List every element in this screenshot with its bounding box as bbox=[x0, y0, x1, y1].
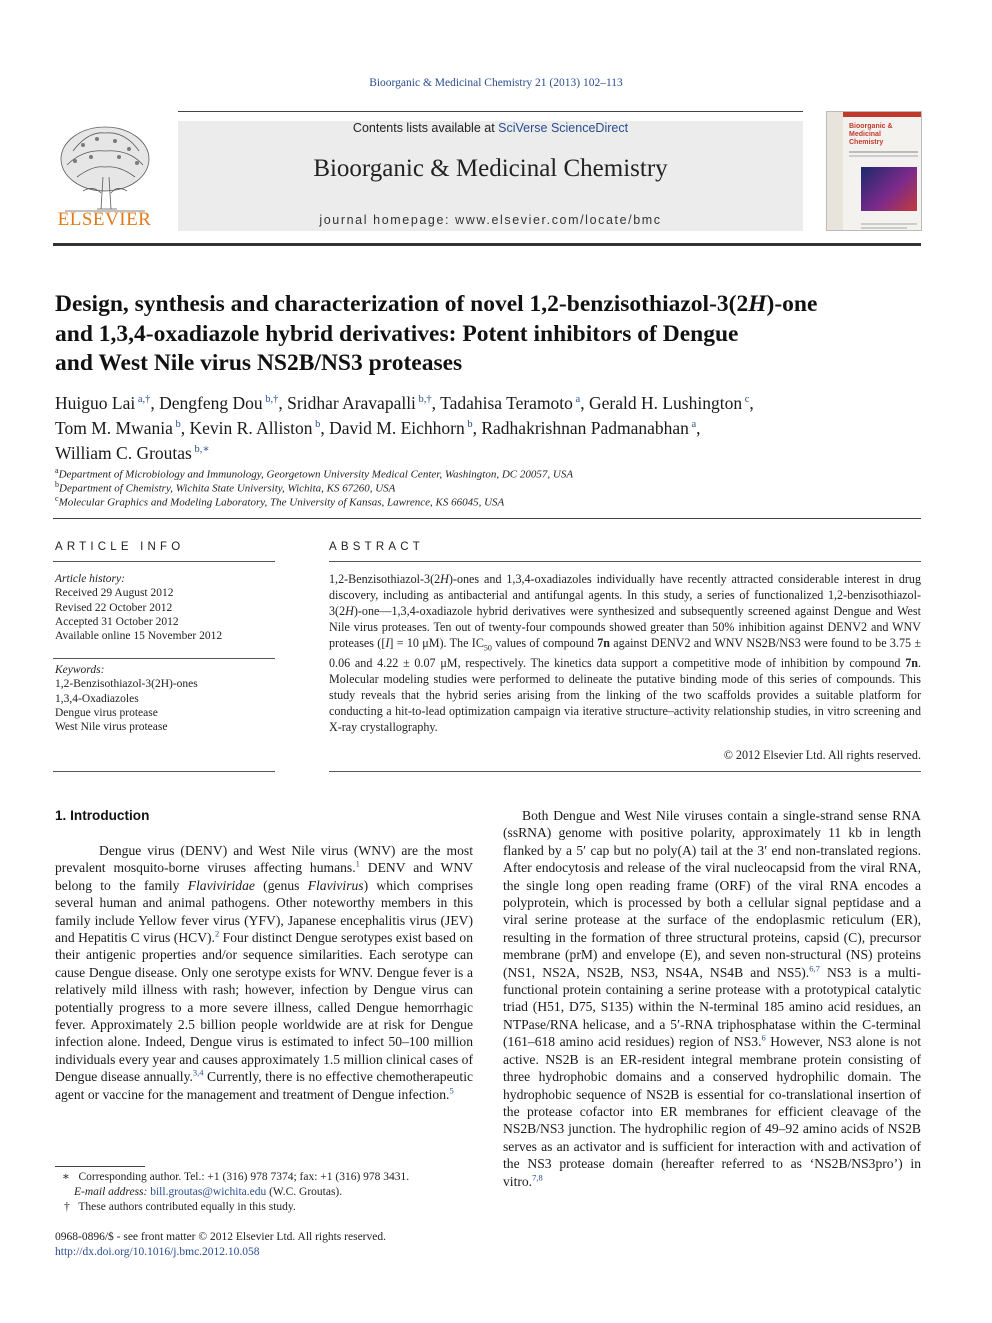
author-name: Tom M. Mwania bbox=[55, 417, 173, 438]
author-name: David M. Eichhorn bbox=[329, 417, 465, 438]
keywords: Keywords: 1,2-Benzisothiazol-3(2H)-ones 1,3,4-Oxadiazoles Dengue virus protease West Nile virus protease bbox=[55, 663, 275, 734]
footnote-corresponding: ∗ Corresponding author. Tel.: +1 (316) 978 7374; fax: +1 (316) 978 3431. bbox=[62, 1171, 410, 1183]
journal-title: Bioorganic & Medicinal Chemistry bbox=[313, 155, 668, 182]
history-rule bbox=[53, 658, 275, 659]
affiliation-c: $^c$Molecular Graphics and Modeling Laboratory, The University of Kansas, Lawrence, KS 66045, USA bbox=[55, 494, 505, 509]
keyword-item: 1,2-Benzisothiazol-3(2H)-ones bbox=[55, 678, 198, 691]
author-name: Huiguo Lai bbox=[55, 392, 136, 413]
author-name: Dengfeng Dou bbox=[159, 392, 263, 413]
abstract-rule bbox=[329, 561, 921, 562]
citation-ref[interactable]: 5 bbox=[449, 1085, 454, 1096]
author-affiliation-mark[interactable]: b bbox=[312, 418, 321, 430]
citation-ref[interactable]: 7,8 bbox=[532, 1172, 543, 1182]
article-info-bottom-rule bbox=[53, 771, 275, 772]
contents-prefix: Contents lists available at bbox=[352, 121, 499, 135]
author-list: Huiguo Lai $^{a,\dagger}$, Dengfeng Dou $^{b,\dagger}$, Sridhar Aravapalli $^{b,\dagger}$, Tadahisa Teramoto $^a$, Gerald H. Lushington $^c$, Tom M. Mwania $^b$, Kevin R. Alliston $^b$, David M. Eichhorn $^b$, Radhakrishnan Padmanabhan $^a$, William C. Groutas $^{b,∗}$ bbox=[55, 392, 754, 463]
header-top-rule bbox=[178, 111, 803, 112]
author-name: Kevin R. Alliston bbox=[189, 417, 313, 438]
cover-image bbox=[861, 167, 917, 211]
citation-ref[interactable]: 6 bbox=[761, 1032, 766, 1043]
author-affiliation-mark[interactable]: b,∗ bbox=[191, 443, 210, 455]
abstract-text: 1,2-Benzisothiazol-3(2H)-ones and 1,3,4-oxadiazoles individually have recently attracted considerable interest in drug discovery, including as antibacterial and antifungal agents. In this study, a series of functionalized 1,2-benzisothiazol-3(2H)-one—1,3,4-oxadiazole hybrid derivatives were synthesized and subsequently screened against Dengue and West Nile virus proteases. Ten out of twenty-four compounds showed greater than 50% inhibition against DENV2 and WNV proteases ([I] = 10 μM). The $IC_{50}$ values of compound 7n against DENV2 and WNV NS2B/NS3 were found to be 3.75 ± 0.06 and 4.22 ± 0.07 μM, respectively. The kinetics data support a competitive mode of inhibition by compound 7n. Molecular modeling studies were performed to delineate the putative binding mode of this series of compounds. This study reveals that the hybrid series arising from the linking of the two scaffolds provides a suitable platform for conducting a hit-to-lead optimization campaign via iterative structure–activity relationship studies, in vitro screening and X-ray crystallography. bbox=[329, 572, 921, 734]
elsevier-logo bbox=[53, 121, 156, 231]
footnote-email: E-mail address: bill.groutas@wichita.edu (W.C. Groutas). bbox=[74, 1186, 343, 1198]
section-heading-introduction: 1. Introduction bbox=[55, 808, 150, 823]
intro-paragraph-right: Both Dengue and West Nile viruses contain a single-strand sense RNA (ssRNA) genome with positive polarity, approximately 11 kb in length flanked by a 5′ cap but no poly(A) tail at the 3′ end non-translated regions. After endocytosis and release of the viral nucleocapsid from the viral RNA, the single long open reading frame (ORF) of the viral RNA encodes a polyprotein, which is processed by both a cellular signal peptidase and a viral serine protease at the surface of the endoplasmic reticulum (ER), resulting in the formation of three structural proteins, capsid (C), precursor membrane (prM) and envelope (E), and seven non-structural (NS) proteins (NS1, NS2A, NS2B, NS3, NS4A, NS4B and NS5).$^{6,7}$ NS3 is a multi-functional protein containing a serine protease with a prototypical catalytic triad (H51, D75, S135) within the N-terminal 185 amino acid residues, an NTPase/RNA helicase, and a 5′-RNA triphosphatase within the C-terminal (161–618 amino acid residues) region of NS3.$^6$ However, NS3 alone is not active. NS2B is an ER-resident integral membrane protein consisting of three hydrophobic domains and a conserved hydrophilic domain. The hydrophobic sequence of NS2B is essential for co-translational insertion of the protease cofactor into ER membranes for efficient cleavage of the NS2B/NS3 junction. The hydrophilic region of 49–92 amino acids of NS2B serves as an activator and is sufficient for interaction with and activation of the NS3 protease domain (hereafter referred to as ‘NS2B/NS3pro’) in vitro.$^{7,8}$ bbox=[503, 808, 922, 1189]
citation-ref[interactable]: 6,7 bbox=[809, 963, 820, 974]
author-name: William C. Groutas bbox=[55, 442, 192, 463]
author-name: Radhakrishnan Padmanabhan bbox=[481, 417, 689, 438]
contents-line bbox=[178, 121, 803, 135]
citation-ref[interactable]: 3,4 bbox=[192, 1067, 204, 1078]
cover-title-line-1: Bioorganic & Medicinal bbox=[849, 123, 893, 138]
abstract-heading: ABSTRACT bbox=[329, 541, 424, 553]
abstract-copyright: © 2012 Elsevier Ltd. All rights reserved. bbox=[723, 748, 921, 762]
publisher-name: ELSEVIER bbox=[57, 209, 152, 230]
affiliation-b: $^b$Department of Chemistry, Wichita State University, Wichita, KS 67260, USA bbox=[55, 480, 396, 495]
journal-reference[interactable]: Bioorganic & Medicinal Chemistry 21 (2013) 102–113 bbox=[369, 77, 623, 89]
author-affiliation-mark[interactable]: a,† bbox=[135, 394, 151, 405]
affiliation-a: $^a$Department of Microbiology and Immunology, Georgetown University Medical Center, Washington, DC 20057, USA bbox=[55, 466, 574, 481]
citation-ref[interactable]: 1 bbox=[355, 858, 360, 869]
footnote-equal-contribution: † These authors contributed equally in this study. bbox=[64, 1201, 296, 1213]
article-history: Article history: Received 29 August 2012 Revised 22 October 2012 Accepted 31 October 2012 Available online 15 November 2012 bbox=[55, 572, 275, 643]
author-name: Sridhar Aravapalli bbox=[287, 392, 416, 413]
intro-paragraph-left: Dengue virus (DENV) and West Nile virus (WNV) are the most prevalent mosquito-borne viruses affecting humans.$^1$ DENV and WNV belong to the family Flaviviridae (genus Flavivirus) which comprises several human and animal pathogens. Other noteworthy members in this family include Yellow fever virus (YFV), Japanese encephalitis virus (JEV) and Hepatitis C virus (HCV).$^2$ Four distinct Dengue serotypes exist based on their antigenic properties and/or sequence similarities. Each serotype can cause Dengue disease. Only one serotype exists for WNV. Dengue fever is a relatively mild illness with rash; however, infection by Dengue virus can potentially progress to a more severe illness, called Dengue hemorrhagic fever. Approximately 2.5 billion people worldwide are at risk for Dengue infection alone. Indeed, Dengue virus is estimated to infect 50–100 million individuals every year and causes approximately 1.5 million clinical cases of Dengue disease annually.$^{3,4}$ Currently, there is no effective chemotherapeutic agent or vaccine for the management and treatment of Dengue infection.$^5$ bbox=[55, 843, 473, 1102]
abstract-bottom-rule bbox=[329, 771, 921, 772]
doi-link[interactable]: http://dx.doi.org/10.1016/j.bmc.2012.10.058 bbox=[55, 1246, 260, 1258]
keyword-item: Dengue virus protease bbox=[55, 706, 158, 719]
history-received: Received 29 August 2012 bbox=[55, 587, 174, 600]
article-title: Design, synthesis and characterization of novel 1,2-benzisothiazol-3(2H)-one and 1,3,4-oxadiazole hybrid derivatives: Potent inhibitors of Dengue and West Nile virus NS2B/NS3 proteases bbox=[55, 291, 818, 376]
author-affiliation-mark[interactable]: a bbox=[572, 394, 581, 405]
sciencedirect-link[interactable]: SciVerse ScienceDirect bbox=[498, 121, 629, 135]
footnote-rule bbox=[55, 1166, 145, 1167]
journal-homepage[interactable]: journal homepage: www.elsevier.com/locate/bmc bbox=[319, 213, 662, 227]
email-link[interactable]: bill.groutas@wichita.edu bbox=[150, 1186, 267, 1198]
keyword-item: West Nile virus protease bbox=[55, 721, 168, 734]
author-affiliation-mark[interactable]: b bbox=[172, 418, 181, 430]
article-info-heading: ARTICLE INFO bbox=[55, 541, 185, 553]
author-affiliation-mark[interactable]: b,† bbox=[262, 394, 279, 405]
author-affiliation-mark[interactable]: b bbox=[464, 418, 473, 430]
history-revised: Revised 22 October 2012 bbox=[55, 601, 173, 614]
author-affiliation-mark[interactable]: c bbox=[742, 394, 750, 405]
author-affiliation-mark[interactable]: a bbox=[688, 418, 697, 430]
citation-ref[interactable]: 2 bbox=[214, 928, 220, 939]
article-info-rule bbox=[53, 561, 275, 562]
author-name: Tadahisa Teramoto bbox=[440, 392, 573, 413]
author-affiliation-mark[interactable]: b,† bbox=[415, 394, 432, 405]
keyword-item: 1,3,4-Oxadiazoles bbox=[55, 692, 139, 705]
cover-title-line-2: Chemistry bbox=[849, 139, 884, 146]
issn-line: 0968-0896/$ - see front matter © 2012 Elsevier Ltd. All rights reserved. bbox=[55, 1231, 386, 1243]
journal-cover-thumbnail bbox=[826, 111, 922, 231]
author-name: Gerald H. Lushington bbox=[588, 392, 743, 413]
history-online: Available online 15 November 2012 bbox=[55, 630, 223, 643]
header-bottom-rule bbox=[53, 243, 921, 246]
history-accepted: Accepted 31 October 2012 bbox=[55, 615, 179, 628]
affiliation-rule bbox=[53, 518, 921, 519]
